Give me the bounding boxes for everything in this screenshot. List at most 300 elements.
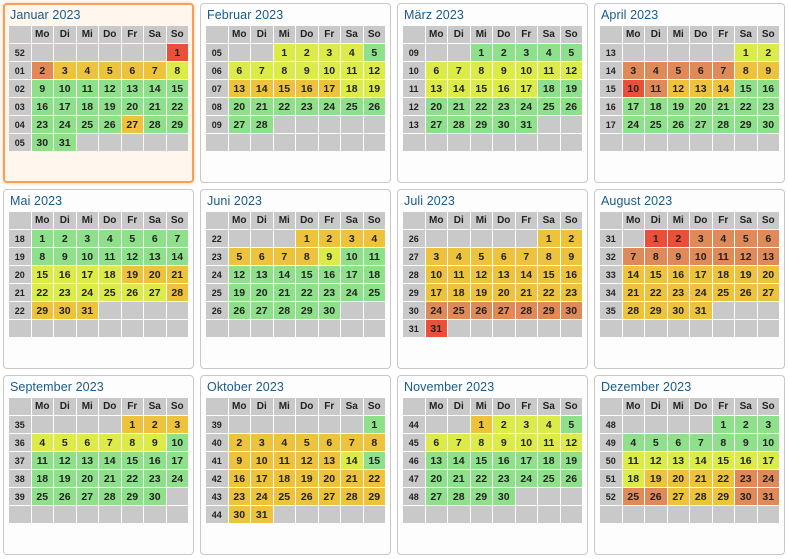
day-cell[interactable]: 28 (713, 116, 735, 133)
day-cell[interactable]: 18 (99, 266, 121, 283)
day-cell[interactable]: 3 (341, 230, 363, 247)
day-cell[interactable]: 27 (690, 116, 712, 133)
day-cell[interactable]: 5 (296, 434, 318, 451)
day-cell[interactable]: 4 (538, 44, 560, 61)
day-cell[interactable]: 15 (32, 266, 54, 283)
day-cell[interactable]: 5 (122, 230, 144, 247)
day-cell[interactable]: 8 (645, 248, 667, 265)
day-cell[interactable]: 1 (645, 230, 667, 247)
day-cell[interactable]: 1 (735, 44, 757, 61)
day-cell[interactable]: 9 (319, 248, 341, 265)
day-cell[interactable]: 19 (229, 284, 251, 301)
day-cell[interactable]: 15 (364, 452, 386, 469)
day-cell[interactable]: 23 (54, 284, 76, 301)
day-cell[interactable]: 2 (54, 230, 76, 247)
day-cell[interactable]: 21 (99, 470, 121, 487)
day-cell[interactable]: 3 (77, 230, 99, 247)
day-cell[interactable]: 31 (758, 488, 780, 505)
day-cell[interactable]: 16 (296, 80, 318, 97)
day-cell[interactable]: 10 (167, 434, 189, 451)
day-cell[interactable]: 10 (623, 80, 645, 97)
day-cell[interactable]: 5 (645, 434, 667, 451)
day-cell[interactable]: 26 (561, 470, 583, 487)
day-cell[interactable]: 12 (296, 452, 318, 469)
day-cell[interactable]: 30 (32, 134, 54, 151)
day-cell[interactable]: 11 (448, 266, 470, 283)
day-cell[interactable]: 21 (274, 284, 296, 301)
day-cell[interactable]: 12 (54, 452, 76, 469)
day-cell[interactable]: 28 (167, 284, 189, 301)
day-cell[interactable]: 10 (758, 434, 780, 451)
day-cell[interactable]: 27 (668, 488, 690, 505)
day-cell[interactable]: 24 (516, 470, 538, 487)
day-cell[interactable]: 9 (229, 452, 251, 469)
day-cell[interactable]: 30 (229, 506, 251, 523)
day-cell[interactable]: 18 (645, 98, 667, 115)
day-cell[interactable]: 20 (426, 98, 448, 115)
day-cell[interactable]: 19 (364, 80, 386, 97)
day-cell[interactable]: 25 (99, 284, 121, 301)
day-cell[interactable]: 1 (471, 416, 493, 433)
day-cell[interactable]: 21 (341, 470, 363, 487)
day-cell[interactable]: 28 (623, 302, 645, 319)
day-cell[interactable]: 31 (251, 506, 273, 523)
day-cell[interactable]: 21 (516, 284, 538, 301)
day-cell[interactable]: 17 (516, 452, 538, 469)
day-cell[interactable]: 3 (251, 434, 273, 451)
day-cell[interactable]: 4 (623, 434, 645, 451)
day-cell[interactable]: 21 (144, 98, 166, 115)
day-cell[interactable]: 29 (735, 116, 757, 133)
day-cell[interactable]: 21 (623, 284, 645, 301)
day-cell[interactable]: 17 (426, 284, 448, 301)
day-cell[interactable]: 21 (448, 98, 470, 115)
day-cell[interactable]: 22 (713, 470, 735, 487)
day-cell[interactable]: 18 (538, 452, 560, 469)
day-cell[interactable]: 8 (296, 248, 318, 265)
day-cell[interactable]: 4 (274, 434, 296, 451)
day-cell[interactable]: 12 (735, 248, 757, 265)
day-cell[interactable]: 29 (538, 302, 560, 319)
day-cell[interactable]: 30 (668, 302, 690, 319)
day-cell[interactable]: 9 (54, 248, 76, 265)
day-cell[interactable]: 5 (735, 230, 757, 247)
day-cell[interactable]: 29 (471, 488, 493, 505)
day-cell[interactable]: 4 (341, 44, 363, 61)
day-cell[interactable]: 3 (167, 416, 189, 433)
day-cell[interactable]: 11 (32, 452, 54, 469)
day-cell[interactable]: 23 (296, 98, 318, 115)
day-cell[interactable]: 28 (251, 116, 273, 133)
day-cell[interactable]: 9 (758, 62, 780, 79)
day-cell[interactable]: 14 (448, 452, 470, 469)
day-cell[interactable]: 14 (341, 452, 363, 469)
day-cell[interactable]: 19 (735, 266, 757, 283)
day-cell[interactable]: 2 (229, 434, 251, 451)
day-cell[interactable]: 12 (229, 266, 251, 283)
day-cell[interactable]: 15 (471, 80, 493, 97)
day-cell[interactable]: 14 (99, 452, 121, 469)
day-cell[interactable]: 2 (144, 416, 166, 433)
day-cell[interactable]: 1 (296, 230, 318, 247)
day-cell[interactable]: 1 (538, 230, 560, 247)
day-cell[interactable]: 20 (690, 98, 712, 115)
day-cell[interactable]: 8 (32, 248, 54, 265)
day-cell[interactable]: 2 (32, 62, 54, 79)
day-cell[interactable]: 7 (99, 434, 121, 451)
day-cell[interactable]: 13 (144, 248, 166, 265)
day-cell[interactable]: 25 (364, 284, 386, 301)
day-cell[interactable]: 20 (251, 284, 273, 301)
day-cell[interactable]: 14 (144, 80, 166, 97)
day-cell[interactable]: 1 (364, 416, 386, 433)
day-cell[interactable]: 9 (668, 248, 690, 265)
day-cell[interactable]: 19 (54, 470, 76, 487)
day-cell[interactable]: 21 (448, 470, 470, 487)
day-cell[interactable]: 7 (341, 434, 363, 451)
day-cell[interactable]: 19 (122, 266, 144, 283)
day-cell[interactable]: 24 (77, 284, 99, 301)
day-cell[interactable]: 4 (364, 230, 386, 247)
day-cell[interactable]: 18 (341, 80, 363, 97)
day-cell[interactable]: 29 (296, 302, 318, 319)
day-cell[interactable]: 6 (690, 62, 712, 79)
day-cell[interactable]: 23 (735, 470, 757, 487)
day-cell[interactable]: 9 (561, 248, 583, 265)
day-cell[interactable]: 26 (54, 488, 76, 505)
day-cell[interactable]: 5 (668, 62, 690, 79)
day-cell[interactable]: 22 (735, 98, 757, 115)
day-cell[interactable]: 7 (251, 62, 273, 79)
day-cell[interactable]: 17 (77, 266, 99, 283)
day-cell[interactable]: 20 (493, 284, 515, 301)
day-cell[interactable]: 9 (296, 62, 318, 79)
day-cell[interactable]: 4 (32, 434, 54, 451)
day-cell[interactable]: 29 (32, 302, 54, 319)
day-cell[interactable]: 30 (561, 302, 583, 319)
day-cell[interactable]: 26 (645, 488, 667, 505)
day-cell[interactable]: 22 (167, 98, 189, 115)
day-cell[interactable]: 31 (426, 320, 448, 337)
day-cell[interactable]: 23 (561, 284, 583, 301)
day-cell[interactable]: 26 (561, 98, 583, 115)
day-cell[interactable]: 12 (561, 62, 583, 79)
day-cell[interactable]: 2 (296, 44, 318, 61)
day-cell[interactable]: 17 (758, 452, 780, 469)
day-cell[interactable]: 28 (341, 488, 363, 505)
day-cell[interactable]: 4 (99, 230, 121, 247)
day-cell[interactable]: 13 (690, 80, 712, 97)
day-cell[interactable]: 17 (516, 80, 538, 97)
day-cell[interactable]: 15 (274, 80, 296, 97)
day-cell[interactable]: 25 (623, 488, 645, 505)
day-cell[interactable]: 8 (713, 434, 735, 451)
day-cell[interactable]: 16 (758, 80, 780, 97)
day-cell[interactable]: 16 (668, 266, 690, 283)
day-cell[interactable]: 26 (735, 284, 757, 301)
day-cell[interactable]: 9 (493, 434, 515, 451)
day-cell[interactable]: 17 (690, 266, 712, 283)
day-cell[interactable]: 20 (426, 470, 448, 487)
day-cell[interactable]: 22 (32, 284, 54, 301)
day-cell[interactable]: 11 (99, 248, 121, 265)
day-cell[interactable]: 25 (538, 98, 560, 115)
day-cell[interactable]: 28 (99, 488, 121, 505)
day-cell[interactable]: 20 (77, 470, 99, 487)
day-cell[interactable]: 3 (516, 416, 538, 433)
day-cell[interactable]: 4 (77, 62, 99, 79)
day-cell[interactable]: 18 (623, 470, 645, 487)
day-cell[interactable]: 28 (144, 116, 166, 133)
day-cell[interactable]: 15 (645, 266, 667, 283)
day-cell[interactable]: 18 (538, 80, 560, 97)
day-cell[interactable]: 13 (426, 80, 448, 97)
day-cell[interactable]: 22 (645, 284, 667, 301)
day-cell[interactable]: 2 (493, 416, 515, 433)
day-cell[interactable]: 8 (364, 434, 386, 451)
day-cell[interactable]: 27 (319, 488, 341, 505)
day-cell[interactable]: 20 (319, 470, 341, 487)
day-cell[interactable]: 30 (319, 302, 341, 319)
day-cell[interactable]: 8 (274, 62, 296, 79)
day-cell[interactable]: 22 (122, 470, 144, 487)
day-cell[interactable]: 1 (167, 44, 189, 61)
day-cell[interactable]: 13 (493, 266, 515, 283)
day-cell[interactable]: 17 (319, 80, 341, 97)
day-cell[interactable]: 12 (364, 62, 386, 79)
day-cell[interactable]: 10 (251, 452, 273, 469)
day-cell[interactable]: 26 (99, 116, 121, 133)
day-cell[interactable]: 11 (538, 434, 560, 451)
day-cell[interactable]: 1 (713, 416, 735, 433)
day-cell[interactable]: 28 (516, 302, 538, 319)
day-cell[interactable]: 24 (341, 284, 363, 301)
day-cell[interactable]: 6 (77, 434, 99, 451)
day-cell[interactable]: 6 (319, 434, 341, 451)
day-cell[interactable]: 14 (713, 80, 735, 97)
day-cell[interactable]: 10 (77, 248, 99, 265)
day-cell[interactable]: 28 (690, 488, 712, 505)
day-cell[interactable]: 21 (690, 470, 712, 487)
day-cell[interactable]: 11 (713, 248, 735, 265)
day-cell[interactable]: 7 (167, 230, 189, 247)
day-cell[interactable]: 6 (758, 230, 780, 247)
day-cell[interactable]: 2 (319, 230, 341, 247)
day-cell[interactable]: 5 (99, 62, 121, 79)
day-cell[interactable]: 3 (623, 62, 645, 79)
day-cell[interactable]: 8 (538, 248, 560, 265)
day-cell[interactable]: 18 (364, 266, 386, 283)
day-cell[interactable]: 15 (471, 452, 493, 469)
day-cell[interactable]: 2 (561, 230, 583, 247)
day-cell[interactable]: 7 (623, 248, 645, 265)
day-cell[interactable]: 3 (516, 44, 538, 61)
day-cell[interactable]: 27 (77, 488, 99, 505)
day-cell[interactable]: 13 (122, 80, 144, 97)
day-cell[interactable]: 26 (471, 302, 493, 319)
day-cell[interactable]: 3 (319, 44, 341, 61)
day-cell[interactable]: 27 (758, 284, 780, 301)
day-cell[interactable]: 11 (364, 248, 386, 265)
day-cell[interactable]: 6 (493, 248, 515, 265)
day-cell[interactable]: 10 (690, 248, 712, 265)
day-cell[interactable]: 21 (167, 266, 189, 283)
day-cell[interactable]: 31 (516, 116, 538, 133)
day-cell[interactable]: 25 (713, 284, 735, 301)
day-cell[interactable]: 20 (229, 98, 251, 115)
day-cell[interactable]: 17 (54, 98, 76, 115)
day-cell[interactable]: 1 (122, 416, 144, 433)
day-cell[interactable]: 12 (99, 80, 121, 97)
day-cell[interactable]: 25 (274, 488, 296, 505)
day-cell[interactable]: 20 (122, 98, 144, 115)
day-cell[interactable]: 28 (448, 116, 470, 133)
day-cell[interactable]: 17 (251, 470, 273, 487)
day-cell[interactable]: 15 (713, 452, 735, 469)
day-cell[interactable]: 24 (690, 284, 712, 301)
day-cell[interactable]: 11 (623, 452, 645, 469)
day-cell[interactable]: 10 (426, 266, 448, 283)
day-cell[interactable]: 22 (296, 284, 318, 301)
day-cell[interactable]: 5 (561, 44, 583, 61)
day-cell[interactable]: 17 (623, 98, 645, 115)
day-cell[interactable]: 13 (319, 452, 341, 469)
day-cell[interactable]: 10 (54, 80, 76, 97)
day-cell[interactable]: 21 (251, 98, 273, 115)
day-cell[interactable]: 27 (144, 284, 166, 301)
day-cell[interactable]: 14 (167, 248, 189, 265)
day-cell[interactable]: 9 (144, 434, 166, 451)
day-cell[interactable]: 3 (426, 248, 448, 265)
day-cell[interactable]: 1 (471, 44, 493, 61)
day-cell[interactable]: 30 (54, 302, 76, 319)
day-cell[interactable]: 10 (516, 62, 538, 79)
day-cell[interactable]: 19 (99, 98, 121, 115)
day-cell[interactable]: 26 (122, 284, 144, 301)
day-cell[interactable]: 24 (426, 302, 448, 319)
day-cell[interactable]: 29 (167, 116, 189, 133)
day-cell[interactable]: 22 (471, 98, 493, 115)
day-cell[interactable]: 16 (493, 452, 515, 469)
day-cell[interactable]: 3 (54, 62, 76, 79)
day-cell[interactable]: 23 (229, 488, 251, 505)
day-cell[interactable]: 20 (144, 266, 166, 283)
day-cell[interactable]: 14 (274, 266, 296, 283)
day-cell[interactable]: 23 (32, 116, 54, 133)
day-cell[interactable]: 13 (77, 452, 99, 469)
day-cell[interactable]: 15 (167, 80, 189, 97)
day-cell[interactable]: 9 (32, 80, 54, 97)
day-cell[interactable]: 11 (274, 452, 296, 469)
day-cell[interactable]: 4 (448, 248, 470, 265)
day-cell[interactable]: 16 (735, 452, 757, 469)
day-cell[interactable]: 15 (735, 80, 757, 97)
day-cell[interactable]: 31 (54, 134, 76, 151)
day-cell[interactable]: 25 (448, 302, 470, 319)
day-cell[interactable]: 29 (713, 488, 735, 505)
day-cell[interactable]: 7 (448, 434, 470, 451)
day-cell[interactable]: 15 (296, 266, 318, 283)
day-cell[interactable]: 24 (758, 470, 780, 487)
day-cell[interactable]: 23 (758, 98, 780, 115)
day-cell[interactable]: 27 (426, 488, 448, 505)
day-cell[interactable]: 8 (471, 62, 493, 79)
day-cell[interactable]: 2 (668, 230, 690, 247)
day-cell[interactable]: 16 (144, 452, 166, 469)
day-cell[interactable]: 9 (493, 62, 515, 79)
day-cell[interactable]: 29 (122, 488, 144, 505)
day-cell[interactable]: 9 (735, 434, 757, 451)
day-cell[interactable]: 8 (167, 62, 189, 79)
day-cell[interactable]: 5 (54, 434, 76, 451)
day-cell[interactable]: 29 (471, 116, 493, 133)
day-cell[interactable]: 27 (122, 116, 144, 133)
day-cell[interactable]: 23 (493, 470, 515, 487)
day-cell[interactable]: 6 (122, 62, 144, 79)
day-cell[interactable]: 24 (251, 488, 273, 505)
day-cell[interactable]: 1 (32, 230, 54, 247)
day-cell[interactable]: 27 (229, 116, 251, 133)
day-cell[interactable]: 14 (623, 266, 645, 283)
day-cell[interactable]: 12 (668, 80, 690, 97)
day-cell[interactable]: 13 (229, 80, 251, 97)
day-cell[interactable]: 25 (538, 470, 560, 487)
day-cell[interactable]: 18 (713, 266, 735, 283)
day-cell[interactable]: 2 (758, 44, 780, 61)
day-cell[interactable]: 14 (448, 80, 470, 97)
day-cell[interactable]: 5 (471, 248, 493, 265)
day-cell[interactable]: 16 (561, 266, 583, 283)
day-cell[interactable]: 23 (493, 98, 515, 115)
day-cell[interactable]: 22 (364, 470, 386, 487)
day-cell[interactable]: 11 (77, 80, 99, 97)
day-cell[interactable]: 13 (251, 266, 273, 283)
day-cell[interactable]: 4 (645, 62, 667, 79)
day-cell[interactable]: 17 (341, 266, 363, 283)
day-cell[interactable]: 8 (735, 62, 757, 79)
day-cell[interactable]: 3 (690, 230, 712, 247)
day-cell[interactable]: 26 (668, 116, 690, 133)
day-cell[interactable]: 4 (713, 230, 735, 247)
day-cell[interactable]: 6 (426, 434, 448, 451)
day-cell[interactable]: 3 (758, 416, 780, 433)
day-cell[interactable]: 27 (426, 116, 448, 133)
day-cell[interactable]: 6 (251, 248, 273, 265)
day-cell[interactable]: 13 (668, 452, 690, 469)
day-cell[interactable]: 25 (77, 116, 99, 133)
day-cell[interactable]: 8 (471, 434, 493, 451)
day-cell[interactable]: 7 (690, 434, 712, 451)
day-cell[interactable]: 11 (538, 62, 560, 79)
day-cell[interactable]: 18 (274, 470, 296, 487)
day-cell[interactable]: 1 (274, 44, 296, 61)
day-cell[interactable]: 5 (229, 248, 251, 265)
day-cell[interactable]: 20 (758, 266, 780, 283)
day-cell[interactable]: 27 (493, 302, 515, 319)
day-cell[interactable]: 15 (122, 452, 144, 469)
day-cell[interactable]: 25 (341, 98, 363, 115)
day-cell[interactable]: 29 (364, 488, 386, 505)
day-cell[interactable]: 25 (645, 116, 667, 133)
day-cell[interactable]: 10 (516, 434, 538, 451)
day-cell[interactable]: 27 (251, 302, 273, 319)
day-cell[interactable]: 6 (144, 230, 166, 247)
day-cell[interactable]: 28 (274, 302, 296, 319)
day-cell[interactable]: 5 (561, 416, 583, 433)
day-cell[interactable]: 19 (668, 98, 690, 115)
day-cell[interactable]: 23 (668, 284, 690, 301)
day-cell[interactable]: 18 (32, 470, 54, 487)
